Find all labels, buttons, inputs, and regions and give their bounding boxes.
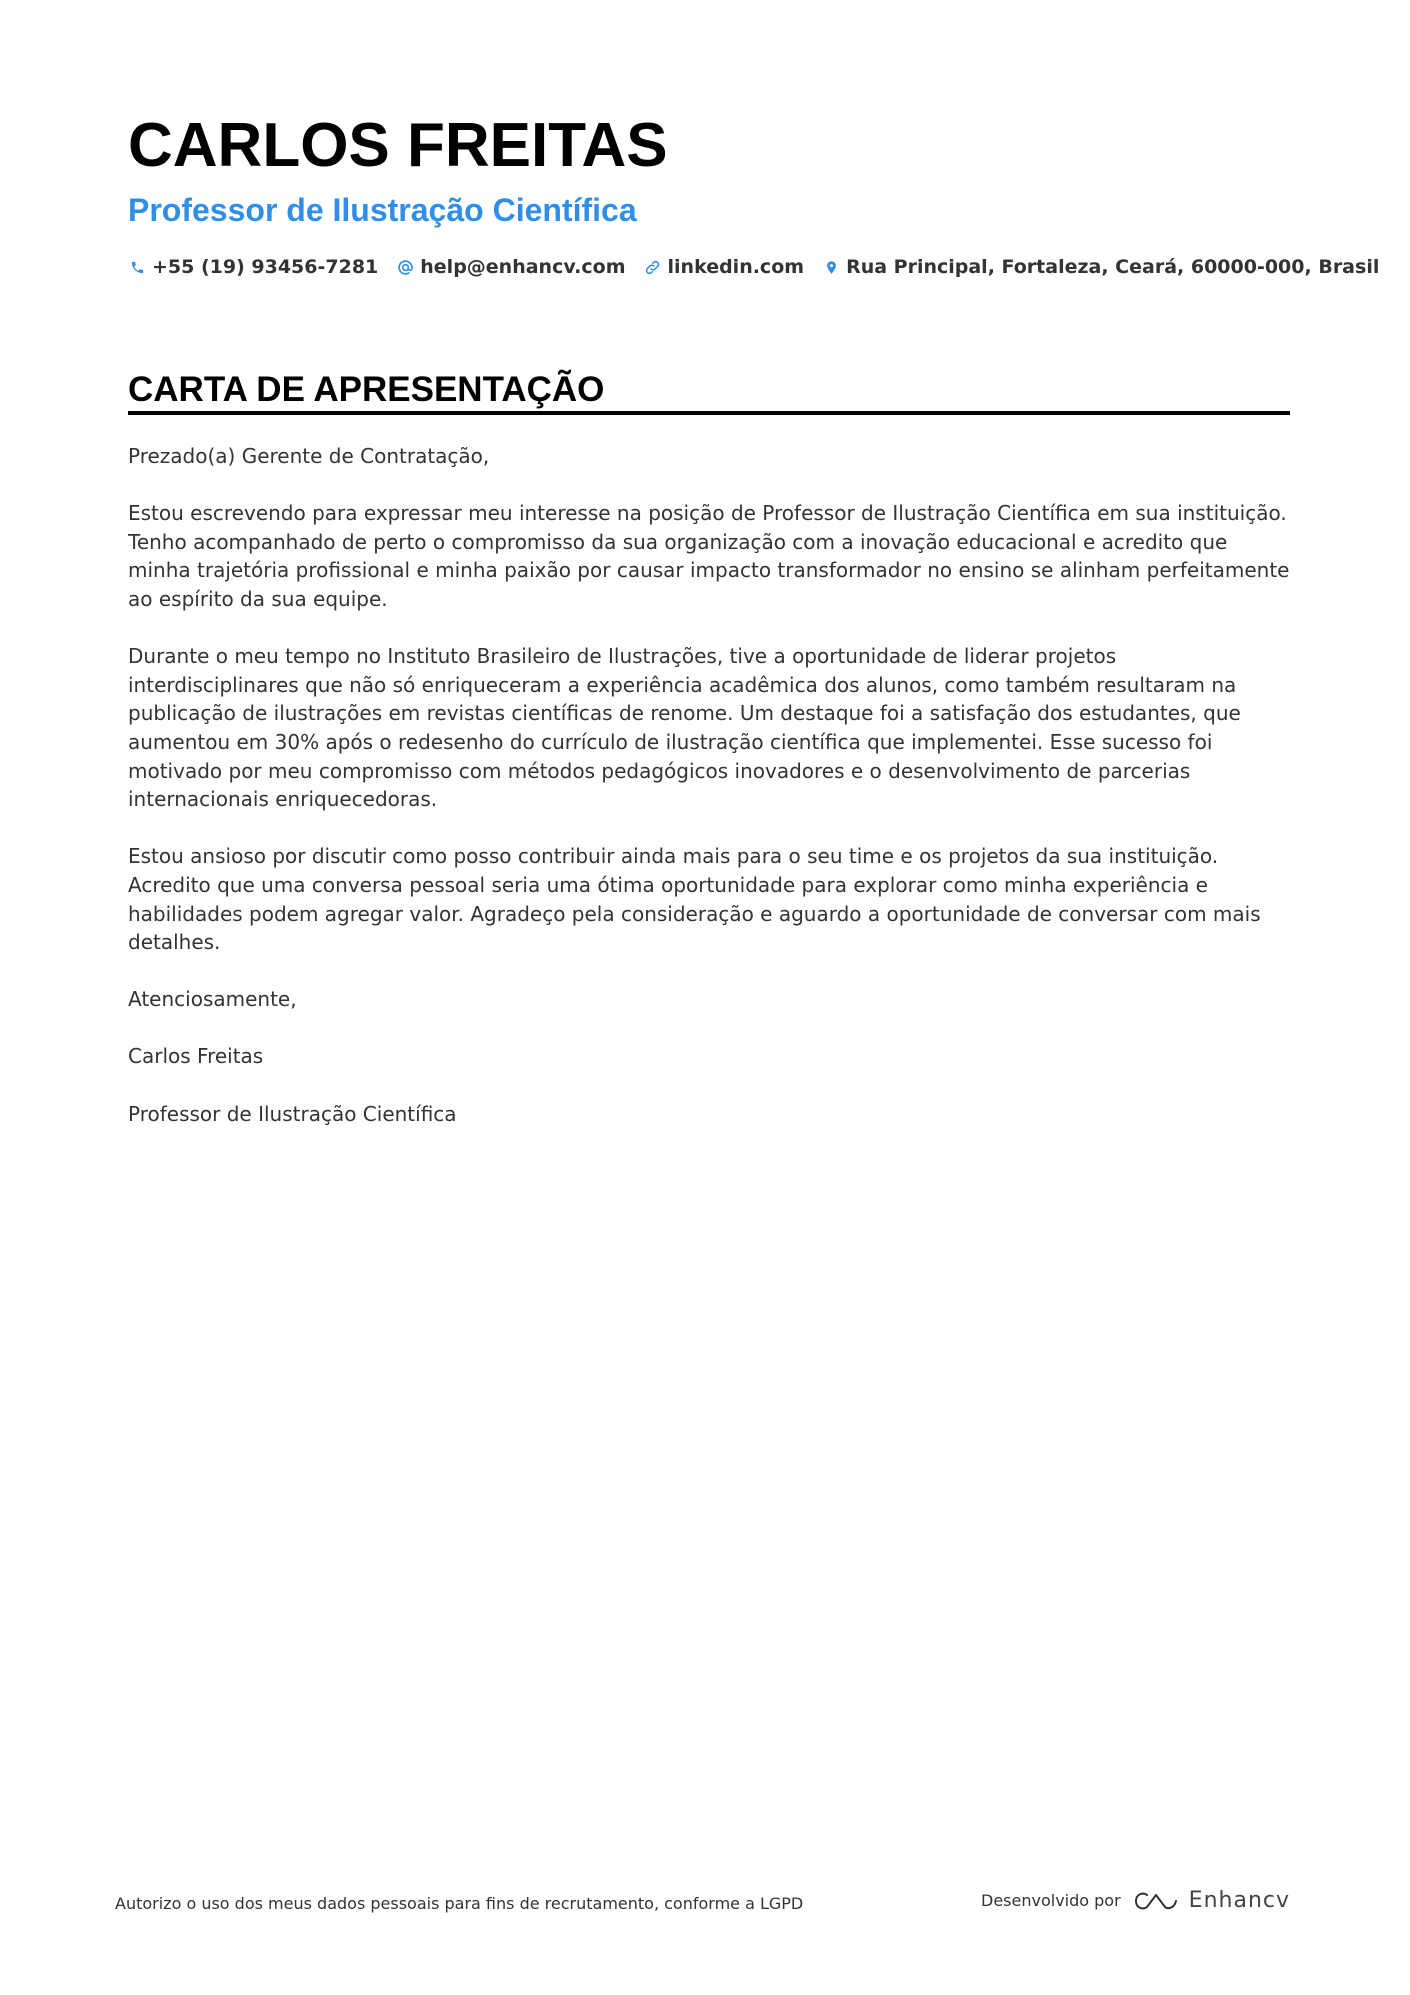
letter-paragraph: Estou ansioso por discutir como posso contribuir ainda mais para o seu time e os projetos da sua instituição. Acredito que uma conversa pessoal seria uma ótima oportunidade para explorar como minha experiência e habilidades podem agregar valor. Agradeço pela consideração e aguardo a oportunidade de conversar com mais detalhes.	[128, 844, 1261, 955]
letter-paragraph: Durante o meu tempo no Instituto Brasileiro de Ilustrações, tive a oportunidade de liderar projetos interdisciplinares que não só enriqueceram a experiência acadêmica dos alunos, como também resultaram na publicação de ilustrações em revistas científicas de renome. Um destaque foi a satisfação dos estudantes, que aumentou em 30% após o redesenho do currículo de ilustração científica que implementei. Esse sucesso foi motivado por meu compromisso com métodos pedagógicos inovadores e o desenvolvimento de parcerias internacionais enriquecedoras.	[128, 644, 1241, 812]
at-icon	[396, 258, 414, 276]
signature-title: Professor de Ilustração Científica	[128, 1101, 457, 1126]
contact-phone	[128, 252, 378, 282]
link-icon	[644, 258, 662, 276]
candidate-name: CARLOS FREITAS	[128, 111, 668, 180]
contact-email-text[interactable]: help@enhancv.com	[420, 256, 626, 278]
contact-address	[822, 252, 1379, 282]
phone-icon	[128, 258, 146, 276]
letter-closing: Atenciosamente,	[128, 987, 297, 1012]
section-heading: CARTA DE APRESENTAÇÃO	[128, 370, 605, 409]
enhancv-logo-icon	[1133, 1889, 1179, 1913]
powered-by-label: Desenvolvido por	[981, 1890, 1121, 1910]
contact-phone-text: +55 (19) 93456-7281	[152, 256, 379, 278]
letter-greeting: Prezado(a) Gerente de Contratação,	[128, 444, 490, 468]
contact-linkedin[interactable]	[644, 252, 805, 282]
letter-paragraph: Estou escrevendo para expressar meu interesse na posição de Professor de Ilustração Científica em sua instituição. Tenho acompanhado de perto o compromisso da sua organização com a inovação educacional e acredito que minha trajetória profissional e minha paixão por causar impacto transformador no ensino se alinham perfeitamente ao espírito da sua equipe.	[128, 501, 1290, 611]
powered-by[interactable]	[981, 1888, 1290, 1913]
candidate-title: Professor de Ilustração Científica	[128, 192, 637, 228]
signature-name: Carlos Freitas	[128, 1044, 264, 1069]
contact-address-text: Rua Principal, Fortaleza, Ceará, 60000-000, Brasil	[846, 256, 1380, 278]
section-divider	[128, 411, 1290, 415]
location-pin-icon	[822, 258, 840, 276]
contact-bar	[128, 252, 1379, 282]
contact-email[interactable]	[396, 252, 625, 282]
contact-linkedin-text[interactable]: linkedin.com	[667, 256, 805, 278]
letter-body	[128, 442, 1293, 1157]
brand-name: Enhancv	[1188, 1888, 1290, 1913]
consent-note: Autorizo o uso dos meus dados pessoais para fins de recrutamento, conforme a LGPD	[115, 1894, 804, 1913]
